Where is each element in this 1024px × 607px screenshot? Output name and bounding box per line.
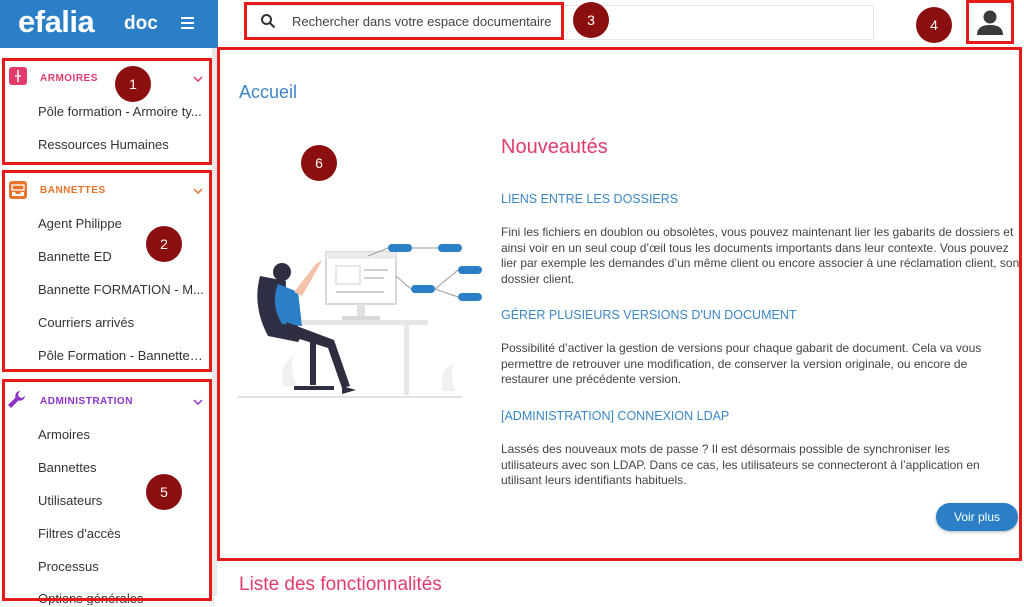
sidebar-item-admin[interactable]: Utilisateurs bbox=[38, 493, 103, 508]
annotation-badge: 3 bbox=[573, 2, 609, 38]
news-heading[interactable]: [ADMINISTRATION] CONNEXION LDAP bbox=[501, 409, 730, 423]
annotation-badge: 6 bbox=[301, 145, 337, 181]
sidebar-item-admin[interactable]: Armoires bbox=[38, 427, 91, 442]
section-administration-title[interactable]: ADMINISTRATION bbox=[40, 396, 133, 407]
annotation-box-1 bbox=[2, 58, 212, 165]
annotation-box-4 bbox=[966, 0, 1014, 44]
news-title: Nouveautés bbox=[501, 136, 608, 158]
sidebar-item-bannette[interactable]: Agent Philippe bbox=[38, 216, 122, 231]
menu-toggle-icon[interactable] bbox=[181, 17, 194, 28]
sidebar-item-admin[interactable]: Options générales bbox=[38, 591, 144, 605]
news-heading[interactable]: LIENS ENTRE LES DOSSIERS bbox=[501, 192, 679, 206]
annotation-badge: 5 bbox=[146, 474, 182, 510]
section-armoires-title[interactable]: ARMOIRES bbox=[40, 73, 98, 84]
sidebar-item-bannette[interactable]: Bannette FORMATION - M... bbox=[38, 282, 204, 297]
news-text: Lassés des nouveaux mots de passe ? Il est désormais possible de synchroniser les utilisateurs avec son LDAP. Dans ce cas, les utilisateurs se connecteront à l’application en utilisant leurs identifiants habituels. bbox=[501, 442, 980, 488]
app-logo[interactable]: efalia bbox=[18, 4, 95, 39]
section-bannettes-title[interactable]: BANNETTES bbox=[40, 185, 106, 196]
sidebar-item-admin[interactable]: Filtres d'accès bbox=[38, 526, 121, 541]
sidebar-item-bannette[interactable]: Pôle Formation - Bannette ... bbox=[38, 348, 204, 363]
sidebar-item-armoire[interactable]: Ressources Humaines bbox=[38, 137, 169, 152]
news-text: Fini les fichiers en doublon ou obsolètes, vous pouvez maintenant lier les gabarits de dossiers et ainsi voir en un seul coup d’œil tous les documents importants dans leur contexte. Vous pouvez lier par exemple les demandes d’un même client ou encore associer à une réclamation client, son dossier client. bbox=[501, 225, 1020, 286]
page-title: Accueil bbox=[239, 82, 298, 102]
sidebar-item-admin[interactable]: Bannettes bbox=[38, 460, 97, 475]
see-more-button[interactable]: Voir plus bbox=[936, 503, 1018, 531]
sidebar-item-armoire[interactable]: Pôle formation - Armoire ty... bbox=[38, 104, 202, 119]
annotation-badge: 1 bbox=[115, 66, 151, 102]
news-heading[interactable]: GÉRER PLUSIEURS VERSIONS D'UN DOCUMENT bbox=[501, 308, 797, 322]
app-logo-suffix: doc bbox=[124, 13, 158, 34]
annotation-badge: 4 bbox=[916, 7, 952, 43]
sidebar-item-admin[interactable]: Processus bbox=[38, 559, 99, 574]
annotation-box-2 bbox=[2, 170, 212, 372]
sidebar-item-bannette[interactable]: Courriers arrivés bbox=[38, 315, 135, 330]
sidebar-item-bannette[interactable]: Bannette ED bbox=[38, 249, 112, 264]
annotation-box-3 bbox=[244, 2, 564, 40]
annotation-box-6 bbox=[217, 47, 1022, 561]
search-input[interactable]: Rechercher dans votre espace documentaire bbox=[292, 14, 552, 29]
annotation-badge: 2 bbox=[146, 226, 182, 262]
news-text: Possibilité d’activer la gestion de versions pour chaque gabarit de document. Cela va vous permettre de retrouver une modification, de conserver la version originale, ou encore de restaurer une précédente version. bbox=[501, 341, 982, 387]
features-title: Liste des fonctionnalités bbox=[239, 574, 442, 595]
